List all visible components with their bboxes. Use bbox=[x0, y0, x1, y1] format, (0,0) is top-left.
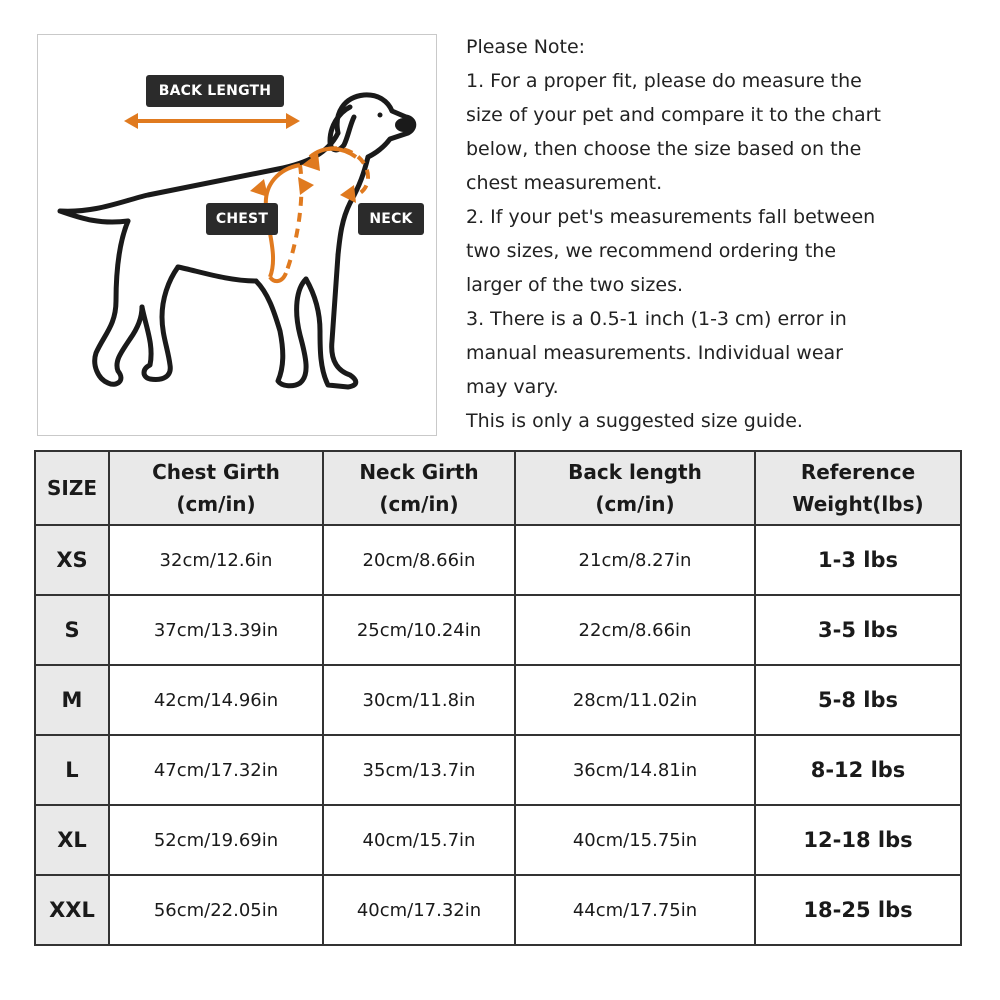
neck-label: NECK bbox=[358, 203, 424, 235]
chest-cell: 56cm/22.05in bbox=[109, 875, 323, 945]
weight-cell: 8-12 lbs bbox=[755, 735, 961, 805]
note-line: manual measurements. Individual wear bbox=[466, 342, 843, 364]
chest-cell: 37cm/13.39in bbox=[109, 595, 323, 665]
back-cell: 40cm/15.75in bbox=[515, 805, 755, 875]
table-row bbox=[35, 595, 961, 665]
chest-cell: 52cm/19.69in bbox=[109, 805, 323, 875]
note-line: size of your pet and compare it to the chart bbox=[466, 104, 881, 126]
table-row bbox=[35, 525, 961, 595]
header-reference-weight: Reference Weight(lbs) bbox=[755, 451, 961, 525]
weight-cell: 3-5 lbs bbox=[755, 595, 961, 665]
size-cell: S bbox=[35, 595, 109, 665]
back-cell: 21cm/8.27in bbox=[515, 525, 755, 595]
table-row bbox=[35, 875, 961, 945]
table-row bbox=[35, 805, 961, 875]
size-cell: XS bbox=[35, 525, 109, 595]
back-cell: 28cm/11.02in bbox=[515, 665, 755, 735]
note-line: This is only a suggested size guide. bbox=[466, 410, 803, 432]
note-line: 3. There is a 0.5-1 inch (1-3 cm) error in bbox=[466, 308, 847, 330]
back-cell: 36cm/14.81in bbox=[515, 735, 755, 805]
neck-cell: 30cm/11.8in bbox=[323, 665, 515, 735]
header-neck-girth: Neck Girth (cm/in) bbox=[323, 451, 515, 525]
back-length-label: BACK LENGTH bbox=[146, 75, 284, 107]
neck-cell: 35cm/13.7in bbox=[323, 735, 515, 805]
size-notes bbox=[466, 30, 986, 438]
weight-cell: 5-8 lbs bbox=[755, 665, 961, 735]
neck-measure-line bbox=[302, 148, 368, 203]
table-header-row bbox=[35, 451, 961, 525]
size-cell: M bbox=[35, 665, 109, 735]
weight-cell: 18-25 lbs bbox=[755, 875, 961, 945]
weight-cell: 1-3 lbs bbox=[755, 525, 961, 595]
chest-cell: 32cm/12.6in bbox=[109, 525, 323, 595]
note-line: may vary. bbox=[466, 376, 559, 398]
neck-cell: 25cm/10.24in bbox=[323, 595, 515, 665]
table-row bbox=[35, 735, 961, 805]
neck-cell: 40cm/15.7in bbox=[323, 805, 515, 875]
neck-cell: 20cm/8.66in bbox=[323, 525, 515, 595]
back-length-arrow bbox=[124, 113, 300, 129]
note-line: chest measurement. bbox=[466, 172, 663, 194]
dog-outline bbox=[60, 95, 414, 387]
back-cell: 22cm/8.66in bbox=[515, 595, 755, 665]
note-line: 1. For a proper fit, please do measure the bbox=[466, 70, 862, 92]
header-chest-girth: Chest Girth (cm/in) bbox=[109, 451, 323, 525]
dog-measurement-diagram bbox=[37, 34, 437, 436]
note-line: below, then choose the size based on the bbox=[466, 138, 862, 160]
notes-heading: Please Note: bbox=[466, 36, 586, 58]
weight-cell: 12-18 lbs bbox=[755, 805, 961, 875]
note-line: larger of the two sizes. bbox=[466, 274, 684, 296]
neck-cell: 40cm/17.32in bbox=[323, 875, 515, 945]
note-line: 2. If your pet's measurements fall between bbox=[466, 206, 876, 228]
size-cell: L bbox=[35, 735, 109, 805]
size-cell: XL bbox=[35, 805, 109, 875]
table-row bbox=[35, 665, 961, 735]
header-back-length: Back length (cm/in) bbox=[515, 451, 755, 525]
chest-cell: 42cm/14.96in bbox=[109, 665, 323, 735]
back-cell: 44cm/17.75in bbox=[515, 875, 755, 945]
chest-label: CHEST bbox=[206, 203, 278, 235]
size-cell: XXL bbox=[35, 875, 109, 945]
size-chart-table bbox=[34, 450, 962, 946]
header-size: SIZE bbox=[35, 451, 109, 525]
chest-cell: 47cm/17.32in bbox=[109, 735, 323, 805]
note-line: two sizes, we recommend ordering the bbox=[466, 240, 837, 262]
